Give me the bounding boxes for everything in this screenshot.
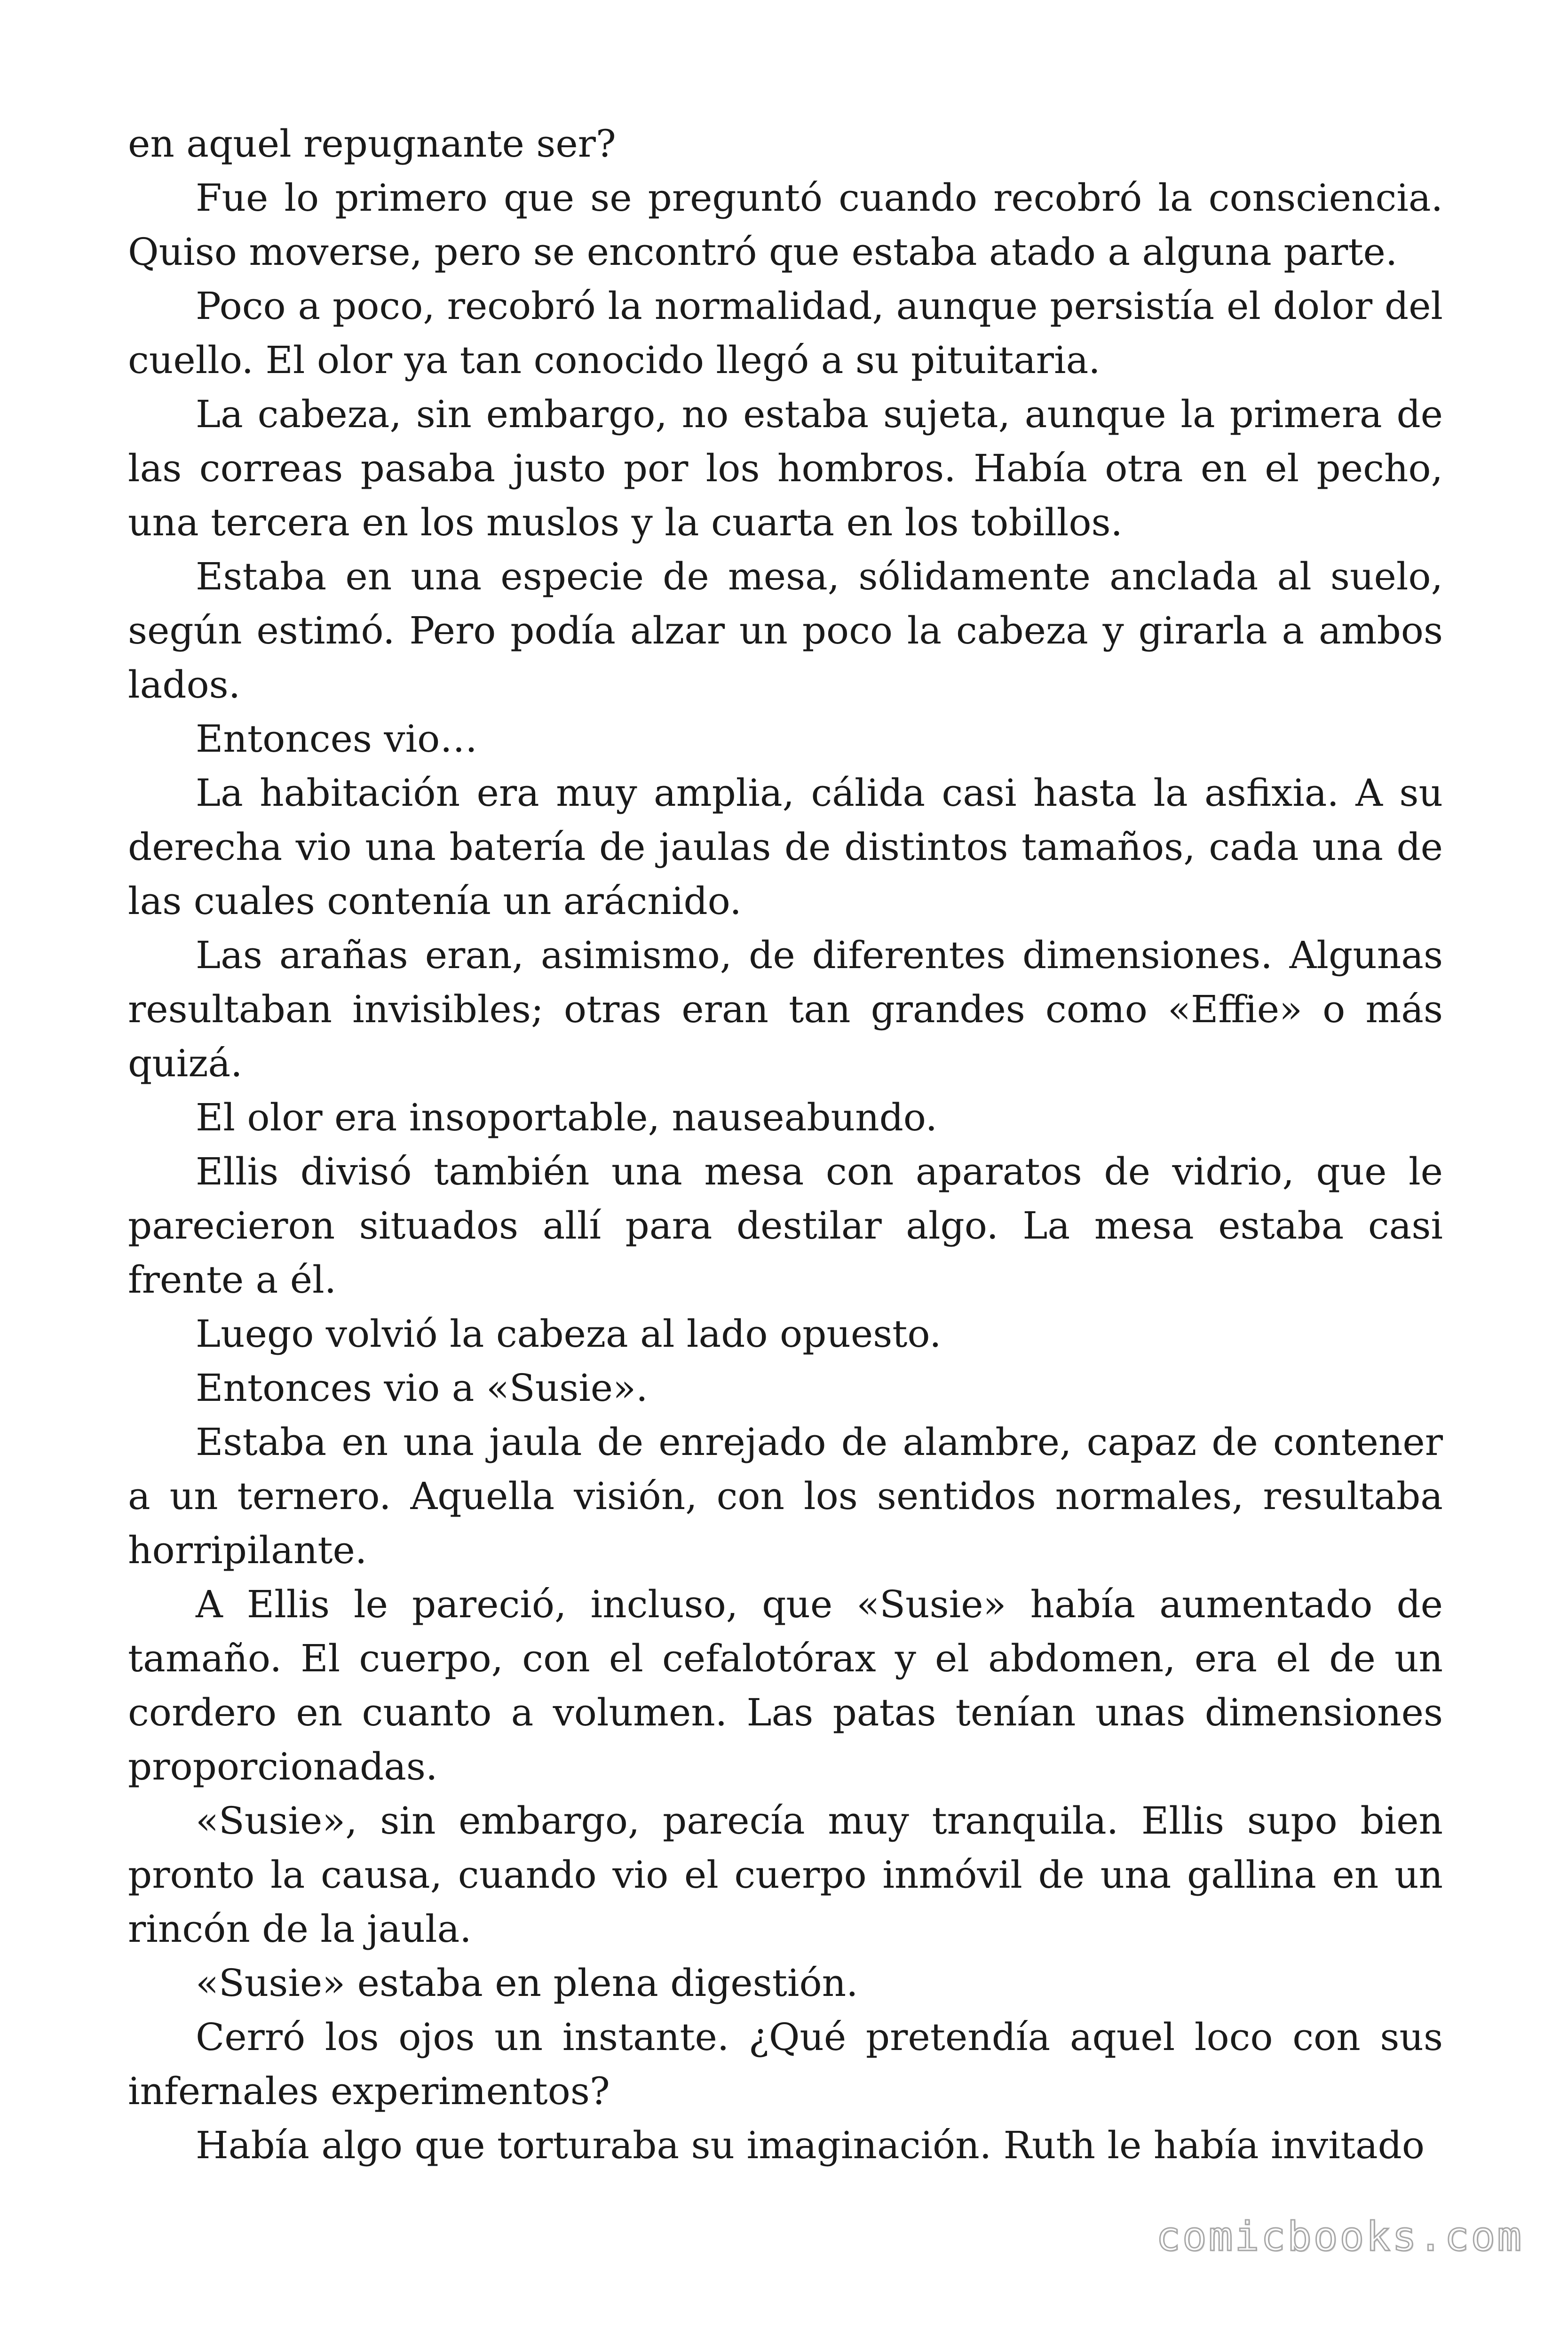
paragraph-14: A Ellis le pareció, incluso, que «Susie» había aumentado de tamaño. El cuerpo, con el cefalotórax y el abdomen, era el de un cordero en cuanto a volumen. Las patas tenían unas dimensiones proporcionadas. <box>128 1582 1443 1788</box>
paragraph-12: Entonces vio a «Susie». <box>196 1366 648 1410</box>
paragraph-2: Fue lo primero que se preguntó cuando recobró la consciencia. Quiso moverse, pero se encontró que estaba atado a alguna parte. <box>128 176 1443 274</box>
paragraph-11: Luego volvió la cabeza al lado opuesto. <box>196 1312 942 1356</box>
paragraph-1: en aquel repugnante ser? <box>128 122 616 166</box>
paragraph-17: Cerró los ojos un instante. ¿Qué pretendía aquel loco con sus infernales experimentos? <box>128 2015 1443 2113</box>
paragraph-13: Estaba en una jaula de enrejado de alambre, capaz de contener a un ternero. Aquella visión, con los sentidos normales, resultaba horripilante. <box>128 1420 1443 1572</box>
paragraph-8: Las arañas eran, asimismo, de diferentes dimensiones. Algunas resultaban invisibles; otras eran tan grandes como «Effie» o más quizá. <box>128 933 1443 1085</box>
paragraph-7: La habitación era muy amplia, cálida casi hasta la asfixia. A su derecha vio una batería de jaulas de distintos tamaños, cada una de las cuales contenía un arácnido. <box>128 771 1443 923</box>
watermark: comicbooks.com <box>1156 2213 1523 2260</box>
paragraph-15: «Susie», sin embargo, parecía muy tranquila. Ellis supo bien pronto la causa, cuando vio el cuerpo inmóvil de una gallina en un rincón de la jaula. <box>128 1799 1443 1951</box>
paragraph-3: Poco a poco, recobró la normalidad, aunque persistía el dolor del cuello. El olor ya tan conocido llegó a su pituitaria. <box>128 284 1443 382</box>
paragraph-10: Ellis divisó también una mesa con aparatos de vidrio, que le parecieron situados allí para destilar algo. La mesa estaba casi frente a él. <box>128 1150 1443 1302</box>
paragraph-9: El olor era insoportable, nauseabundo. <box>196 1096 937 1139</box>
paragraph-6: Entonces vio… <box>196 717 478 761</box>
paragraph-18: Había algo que torturaba su imaginación. Ruth le había invitado <box>196 2123 1425 2167</box>
paragraph-4: La cabeza, sin embargo, no estaba sujeta, aunque la primera de las correas pasaba justo por los hombros. Había otra en el pecho, una tercera en los muslos y la cuarta en los tobillos. <box>128 392 1443 544</box>
page-text <box>128 117 1443 2172</box>
paragraph-5: Estaba en una especie de mesa, sólidamente anclada al suelo, según estimó. Pero podía alzar un poco la cabeza y girarla a ambos lados. <box>128 555 1443 707</box>
paragraph-16: «Susie» estaba en plena digestión. <box>196 1961 858 2005</box>
